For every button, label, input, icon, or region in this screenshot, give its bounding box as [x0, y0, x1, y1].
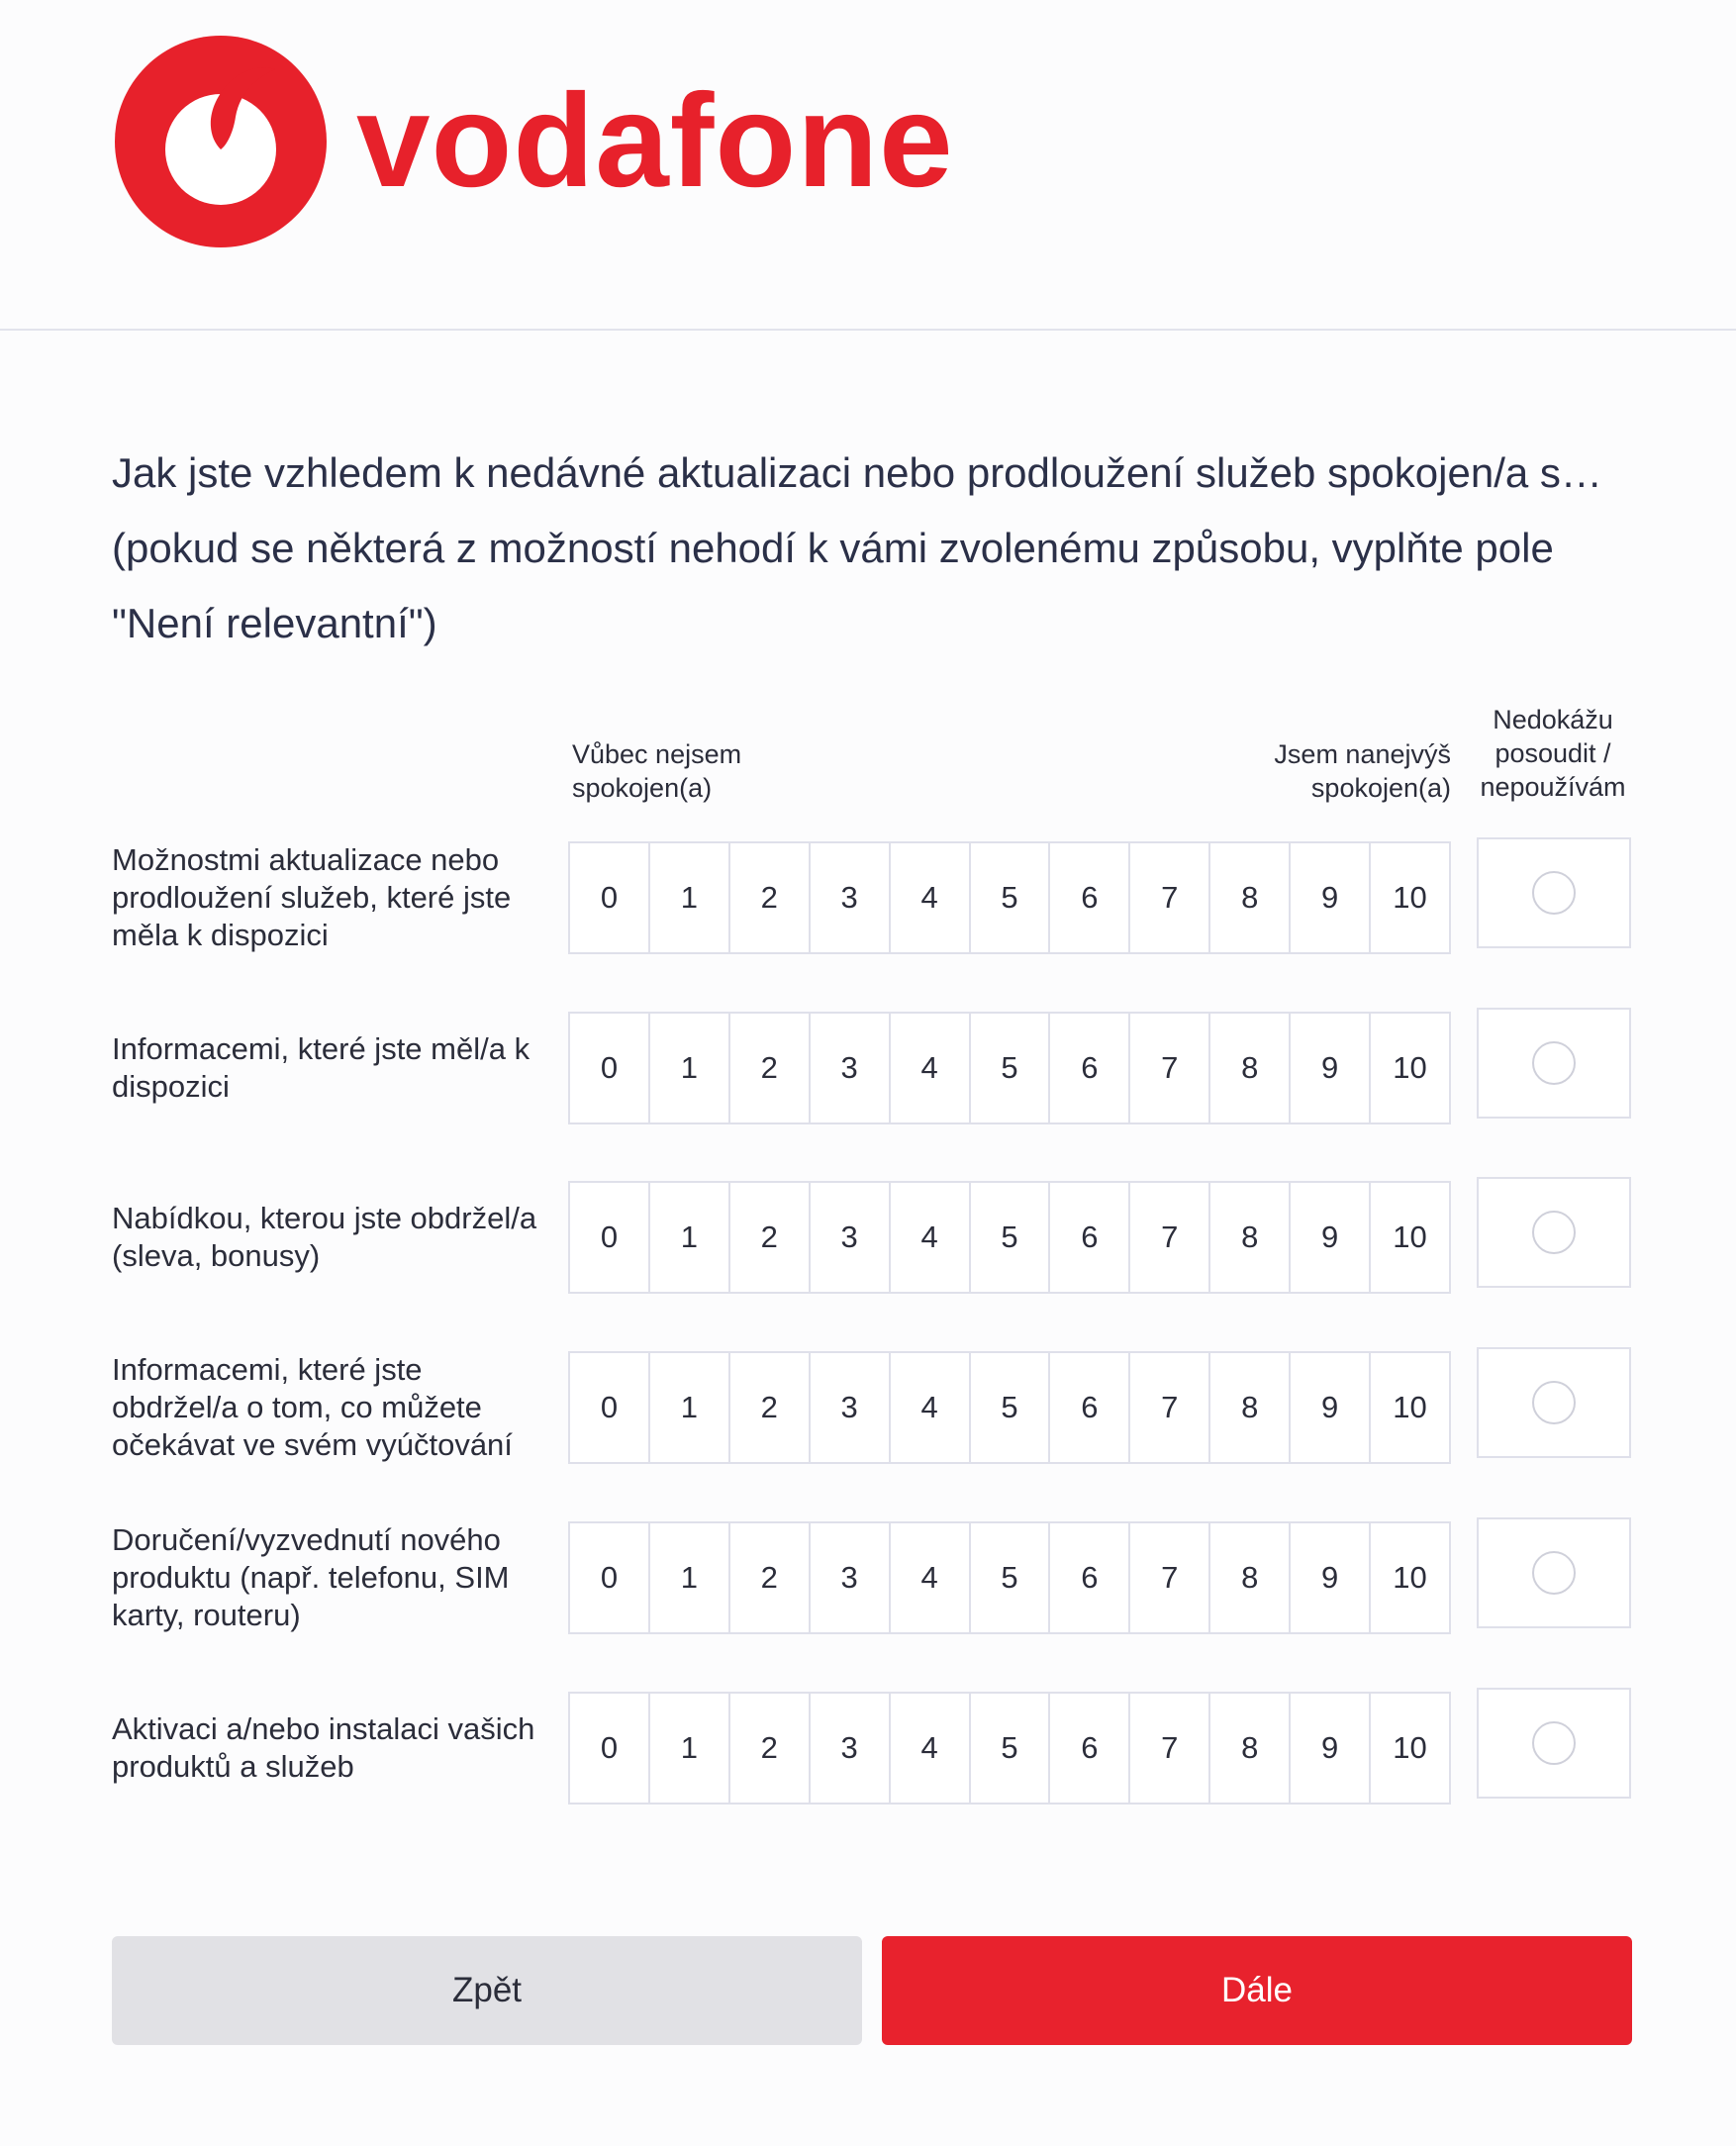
rating-option[interactable]: 5: [969, 1353, 1049, 1462]
rating-option[interactable]: 4: [889, 1353, 969, 1462]
vodafone-speechmark-icon: [115, 36, 327, 247]
rating-option[interactable]: 9: [1289, 843, 1369, 952]
rating-option[interactable]: 4: [889, 1183, 969, 1292]
row-label: Informacemi, které jste obdržel/a o tom, co můžete očekávat ve svém vyúčtování: [112, 1352, 513, 1462]
rating-option[interactable]: 5: [969, 843, 1049, 952]
rating-option[interactable]: 4: [889, 1014, 969, 1122]
rating-option[interactable]: 10: [1369, 1353, 1449, 1462]
scale-label-low: Vůbec nejsem spokojen(a): [572, 739, 742, 803]
rating-option[interactable]: 3: [809, 1183, 889, 1292]
rating-option[interactable]: 0: [600, 1730, 619, 1765]
rating-option[interactable]: 1: [648, 1014, 728, 1122]
rating-option[interactable]: 7: [1128, 1014, 1208, 1122]
radio-circle-icon: [1532, 1551, 1576, 1595]
not-applicable-option[interactable]: [1477, 837, 1631, 948]
brand-name: vodafone: [356, 67, 954, 215]
not-applicable-option[interactable]: [1477, 1688, 1631, 1799]
rating-option[interactable]: 2: [728, 1014, 809, 1122]
rating-option[interactable]: 4: [889, 1694, 969, 1803]
rating-option[interactable]: 1: [648, 1183, 728, 1292]
rating-option[interactable]: 9: [1289, 1523, 1369, 1632]
rating-option[interactable]: 1: [648, 1523, 728, 1632]
rating-option[interactable]: 3: [809, 843, 889, 952]
rating-option[interactable]: 8: [1208, 1353, 1289, 1462]
rating-option[interactable]: 2: [728, 1694, 809, 1803]
rating-row: [0, 1181, 1736, 1294]
rating-option[interactable]: 5: [969, 1014, 1049, 1122]
rating-option[interactable]: 7: [1128, 1353, 1208, 1462]
back-button[interactable]: Zpět: [112, 1936, 862, 2045]
rating-scale: [568, 1521, 1451, 1634]
rating-option[interactable]: 7: [1128, 1183, 1208, 1292]
next-button[interactable]: Dále: [882, 1936, 1632, 2045]
rating-option[interactable]: 2: [728, 843, 809, 952]
vodafone-logo[interactable]: [115, 36, 954, 247]
scale-label-high: Jsem nanejvýš spokojen(a): [1274, 739, 1451, 803]
not-applicable-option[interactable]: [1477, 1008, 1631, 1119]
rating-option[interactable]: 9: [1289, 1014, 1369, 1122]
rating-option[interactable]: 3: [809, 1353, 889, 1462]
rating-option[interactable]: 6: [1048, 843, 1128, 952]
rating-option[interactable]: 3: [809, 1694, 889, 1803]
rating-option[interactable]: 3: [809, 1523, 889, 1632]
rating-row: [0, 1692, 1736, 1805]
row-label: Nabídkou, kterou jste obdržel/a (sleva, bonusy): [112, 1201, 537, 1273]
rating-scale: [568, 1181, 1451, 1294]
row-label: Aktivaci a/nebo instalaci vašich produktů a služeb: [112, 1711, 535, 1784]
radio-circle-icon: [1532, 1721, 1576, 1765]
radio-circle-icon: [1532, 1211, 1576, 1254]
question-title: Jak jste vzhledem k nedávné aktualizaci nebo prodloužení služeb spokojen/a s… (pokud se některá z možností nehodí k vámi zvolenému způsobu, vyplňte pole "Není relevantní"): [112, 449, 1602, 646]
rating-option[interactable]: 2: [728, 1353, 809, 1462]
rating-option[interactable]: 5: [969, 1183, 1049, 1292]
rating-option[interactable]: 3: [809, 1014, 889, 1122]
rating-option[interactable]: 7: [1128, 1694, 1208, 1803]
rating-row: [0, 1521, 1736, 1634]
rating-option[interactable]: 1: [648, 1694, 728, 1803]
not-applicable-option[interactable]: [1477, 1347, 1631, 1458]
radio-circle-icon: [1532, 871, 1576, 915]
rating-row: [0, 1351, 1736, 1464]
rating-option[interactable]: 10: [1369, 1183, 1449, 1292]
rating-scale: [568, 1351, 1451, 1464]
rating-scale: [568, 1692, 1451, 1805]
rating-scale: [568, 1012, 1451, 1124]
rating-option[interactable]: 0: [600, 880, 619, 915]
rating-option[interactable]: 0: [600, 1219, 619, 1254]
rating-row: [0, 841, 1736, 954]
radio-circle-icon: [1532, 1041, 1576, 1085]
rating-option[interactable]: 4: [889, 1523, 969, 1632]
rating-option[interactable]: 7: [1128, 1523, 1208, 1632]
header: [0, 0, 1736, 329]
rating-option[interactable]: 10: [1369, 1694, 1449, 1803]
rating-option[interactable]: 9: [1289, 1353, 1369, 1462]
rating-option[interactable]: 2: [728, 1183, 809, 1292]
rating-option[interactable]: 10: [1369, 1014, 1449, 1122]
rating-option[interactable]: 8: [1208, 1183, 1289, 1292]
rating-row: [0, 1012, 1736, 1124]
row-label: Informacemi, které jste měl/a k dispozici: [112, 1031, 530, 1104]
rating-option[interactable]: 5: [969, 1523, 1049, 1632]
rating-option[interactable]: 6: [1048, 1523, 1128, 1632]
not-applicable-option[interactable]: [1477, 1517, 1631, 1628]
rating-option[interactable]: 10: [1369, 843, 1449, 952]
rating-option[interactable]: 1: [648, 843, 728, 952]
not-applicable-option[interactable]: [1477, 1177, 1631, 1288]
rating-option[interactable]: 8: [1208, 1014, 1289, 1122]
rating-option[interactable]: 8: [1208, 843, 1289, 952]
radio-circle-icon: [1532, 1381, 1576, 1424]
rating-option[interactable]: 6: [1048, 1353, 1128, 1462]
row-label: Doručení/vyzvednutí nového produktu (např. telefonu, SIM karty, routeru): [112, 1522, 510, 1632]
rating-option[interactable]: 5: [969, 1694, 1049, 1803]
rating-option[interactable]: 9: [1289, 1694, 1369, 1803]
rating-option[interactable]: 6: [1048, 1014, 1128, 1122]
rating-option[interactable]: 4: [889, 843, 969, 952]
rating-option[interactable]: 6: [1048, 1694, 1128, 1803]
rating-option[interactable]: 2: [728, 1523, 809, 1632]
rating-option[interactable]: 8: [1208, 1523, 1289, 1632]
rating-option[interactable]: 6: [1048, 1183, 1128, 1292]
rating-option[interactable]: 0: [600, 1390, 619, 1424]
rating-option[interactable]: 7: [1128, 843, 1208, 952]
rating-option[interactable]: 8: [1208, 1694, 1289, 1803]
scale-label-not-applicable: Nedokážu posoudit / nepoužívám: [1480, 705, 1626, 802]
row-label: Možnostmi aktualizace nebo prodloužení služeb, které jste měla k dispozici: [112, 842, 512, 952]
rating-option[interactable]: 0: [600, 1050, 619, 1085]
rating-scale: [568, 841, 1451, 954]
rating-option[interactable]: 10: [1369, 1523, 1449, 1632]
rating-option[interactable]: 9: [1289, 1183, 1369, 1292]
rating-option[interactable]: 0: [600, 1560, 619, 1595]
header-divider: [0, 329, 1736, 331]
rating-option[interactable]: 1: [648, 1353, 728, 1462]
